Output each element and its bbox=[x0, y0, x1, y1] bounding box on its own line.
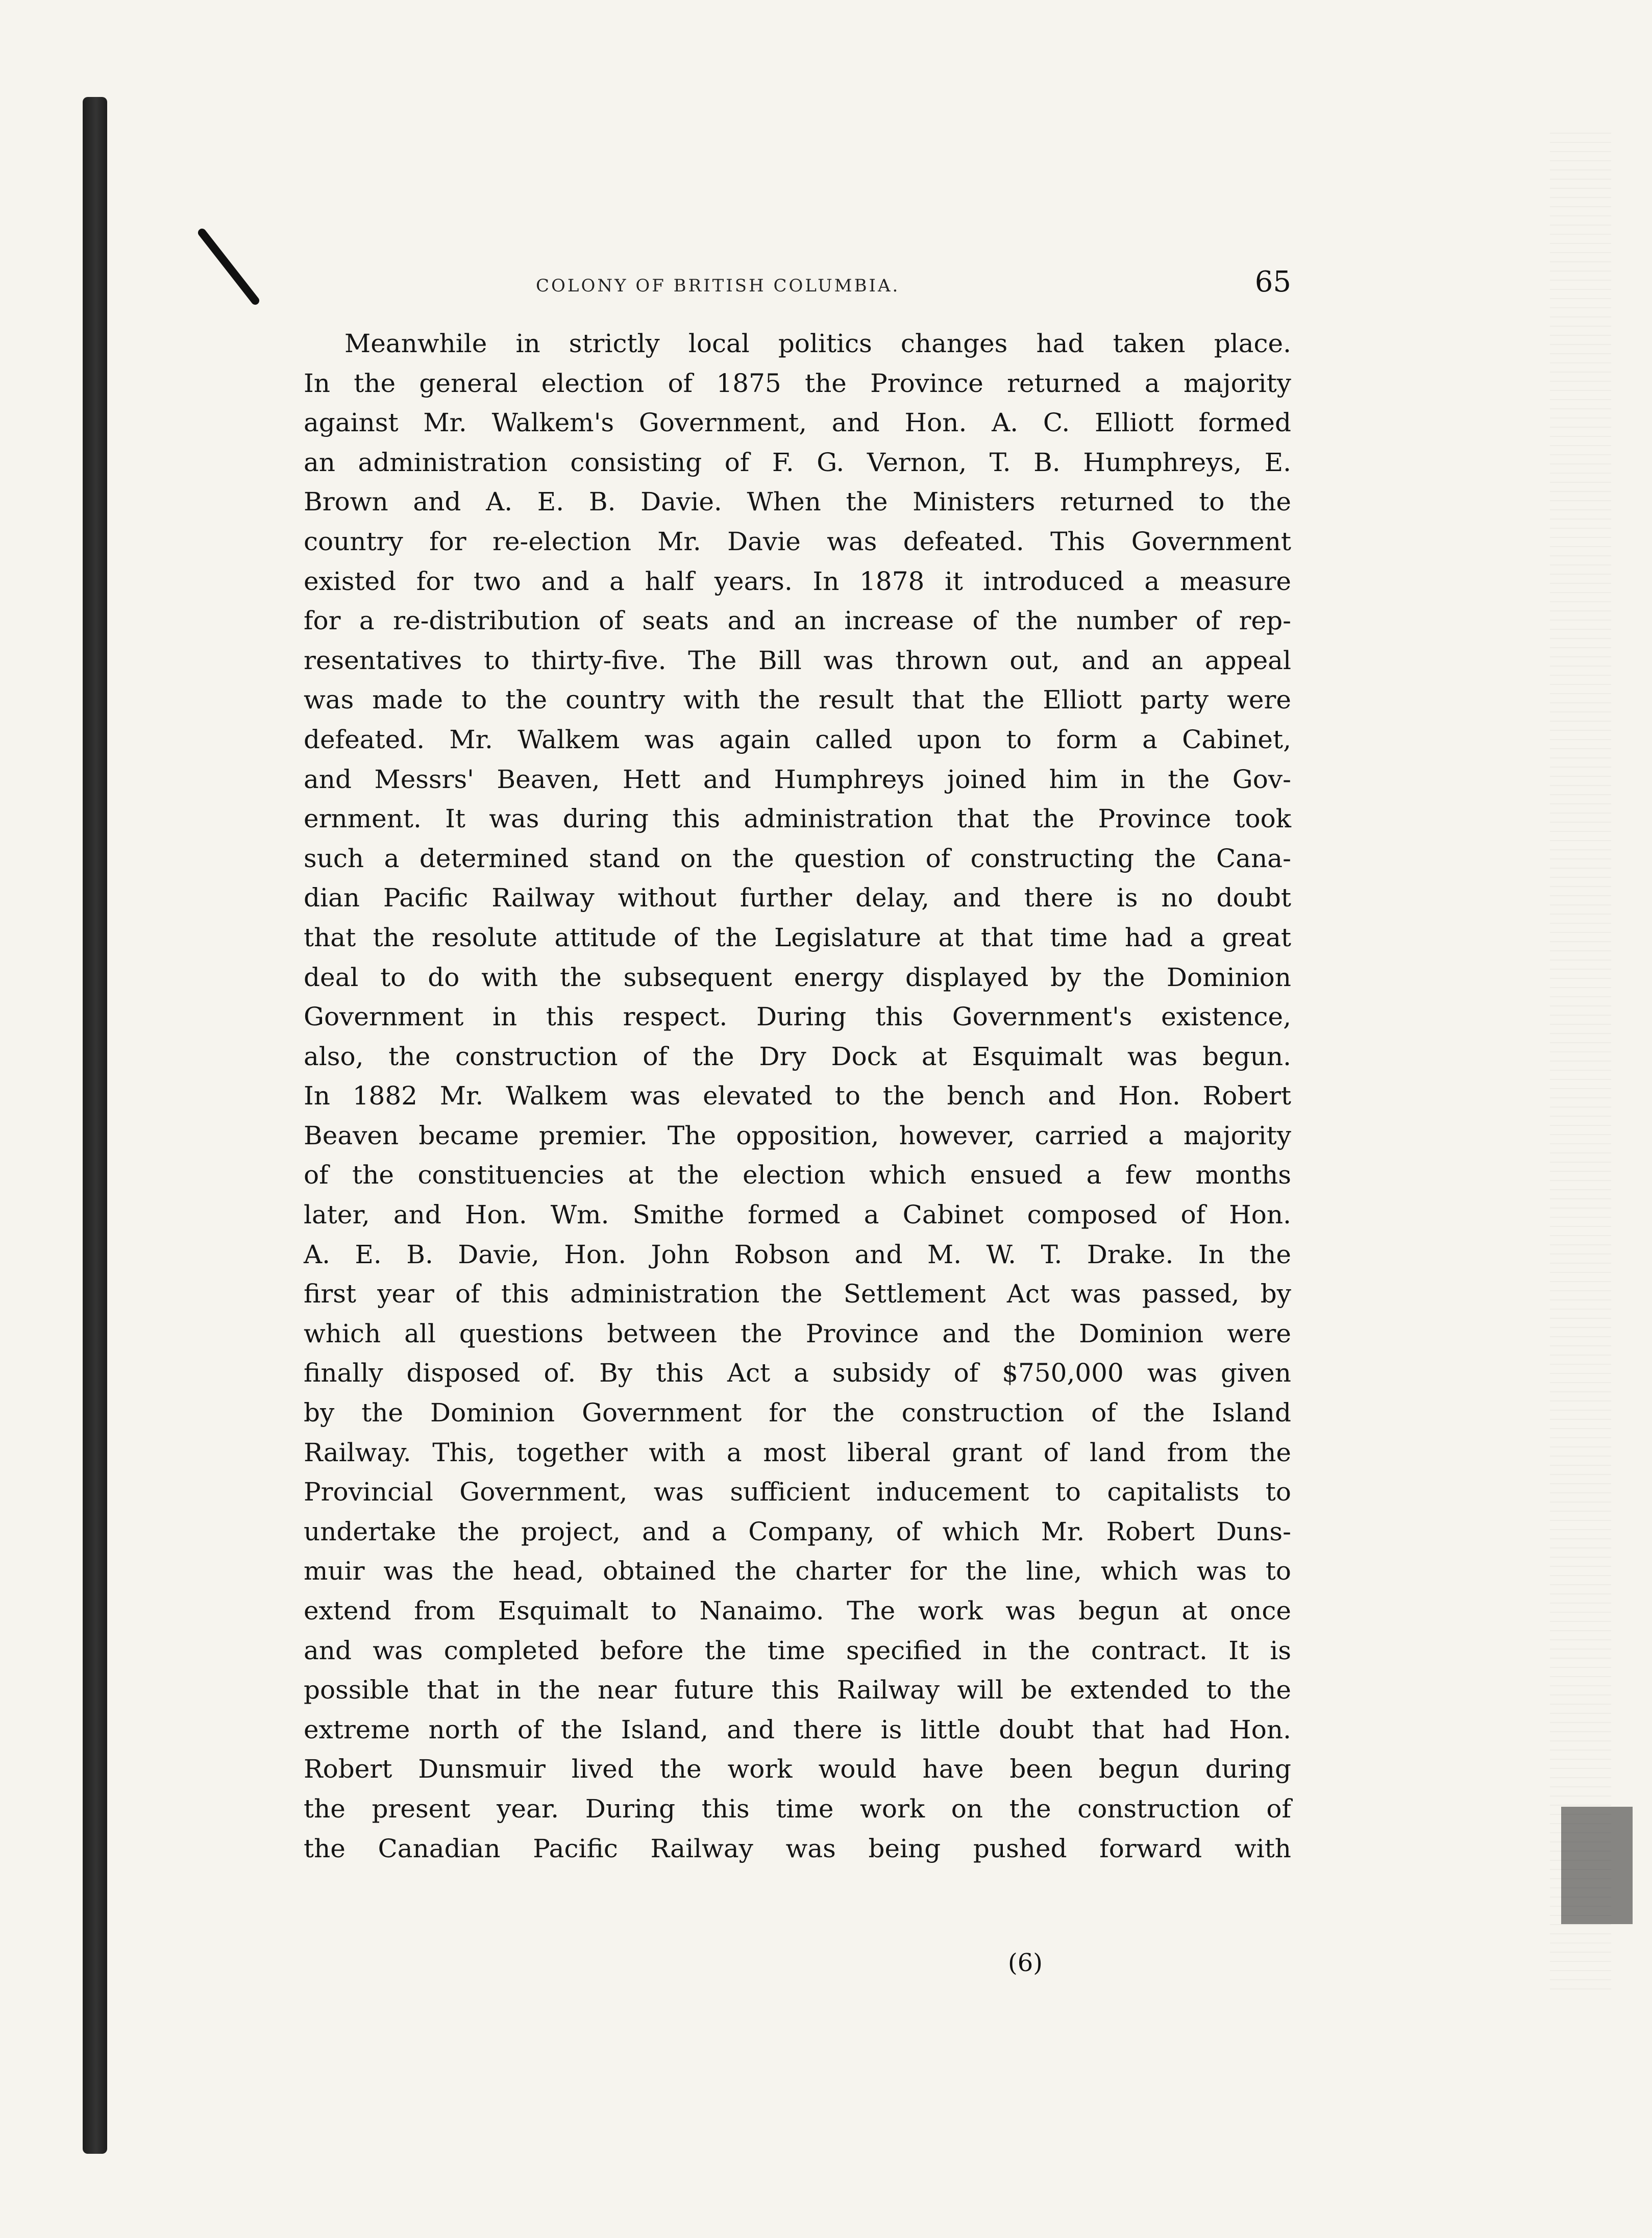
binding-edge bbox=[83, 97, 107, 2154]
text-line: an administration consisting of F. G. Vernon, T. B. Humphreys, E. bbox=[304, 447, 1291, 477]
text-line: of the constituencies at the election which ensued a few months bbox=[304, 1160, 1291, 1190]
text-line: undertake the project, and a Company, of which Mr. Robert Duns- bbox=[304, 1516, 1291, 1546]
pencil-mark bbox=[196, 227, 261, 307]
text-line: and Messrs' Beaven, Hett and Humphreys joined him in the Gov- bbox=[304, 764, 1291, 794]
text-line: A. E. B. Davie, Hon. John Robson and M. W. T. Drake. In the bbox=[304, 1239, 1291, 1269]
text-line: by the Dominion Government for the construction of the Island bbox=[304, 1398, 1291, 1428]
text-line: ernment. It was during this administration that the Province took bbox=[304, 804, 1291, 834]
text-line: In the general election of 1875 the Province returned a majority bbox=[304, 368, 1291, 398]
text-line: defeated. Mr. Walkem was again called upon to form a Cabinet, bbox=[304, 724, 1291, 754]
text-line: against Mr. Walkem's Government, and Hon. A. C. Elliott formed bbox=[304, 408, 1291, 438]
text-line: In 1882 Mr. Walkem was elevated to the bench and Hon. Robert bbox=[304, 1081, 1291, 1111]
running-head: COLONY OF BRITISH COLUMBIA. bbox=[536, 276, 900, 296]
text-line: and was completed before the time specified in the contract. It is bbox=[304, 1635, 1291, 1665]
signature-mark: (6) bbox=[1008, 1949, 1043, 1977]
text-line: deal to do with the subsequent energy displayed by the Dominion bbox=[304, 962, 1291, 992]
text-line: that the resolute attitude of the Legislature at that time had a great bbox=[304, 922, 1291, 952]
text-line: Meanwhile in strictly local politics changes had taken place. bbox=[344, 329, 1291, 358]
text-line: Beaven became premier. The opposition, however, carried a majority bbox=[304, 1120, 1291, 1150]
text-line: extend from Esquimalt to Nanaimo. The work was begun at once bbox=[304, 1596, 1291, 1626]
text-line: resentatives to thirty-five. The Bill was thrown out, and an appeal bbox=[304, 645, 1291, 675]
text-line: was made to the country with the result that the Elliott party were bbox=[304, 685, 1291, 715]
text-line: for a re-distribution of seats and an increase of the number of rep- bbox=[304, 606, 1291, 636]
document-page bbox=[304, 265, 1291, 1977]
scan-artifact bbox=[1561, 1807, 1633, 1924]
text-line: country for re-election Mr. Davie was defeated. This Government bbox=[304, 526, 1291, 556]
text-line: possible that in the near future this Railway will be extended to the bbox=[304, 1675, 1291, 1705]
text-line: later, and Hon. Wm. Smithe formed a Cabinet composed of Hon. bbox=[304, 1200, 1291, 1230]
text-line: also, the construction of the Dry Dock at Esquimalt was begun. bbox=[304, 1041, 1291, 1071]
body-text bbox=[304, 324, 1291, 1868]
text-line: muir was the head, obtained the charter for the line, which was to bbox=[304, 1556, 1291, 1586]
text-line: dian Pacific Railway without further delay, and there is no doubt bbox=[304, 883, 1291, 913]
text-line: first year of this administration the Settlement Act was passed, by bbox=[304, 1279, 1291, 1309]
text-line: finally disposed of. By this Act a subsidy of $750,000 was given bbox=[304, 1358, 1291, 1388]
text-line: the Canadian Pacific Railway was being pushed forward with bbox=[304, 1833, 1291, 1863]
text-line: existed for two and a half years. In 1878 it introduced a measure bbox=[304, 566, 1291, 596]
text-line: such a determined stand on the question of constructing the Cana- bbox=[304, 843, 1291, 873]
text-line: Railway. This, together with a most liberal grant of land from the bbox=[304, 1437, 1291, 1467]
page-number: 65 bbox=[1254, 265, 1291, 299]
text-line: the present year. During this time work on the construction of bbox=[304, 1793, 1291, 1824]
text-line: Brown and A. E. B. Davie. When the Ministers returned to the bbox=[304, 487, 1291, 517]
page-header bbox=[304, 265, 1291, 306]
text-line: which all questions between the Province and the Dominion were bbox=[304, 1318, 1291, 1348]
text-line: Robert Dunsmuir lived the work would have been begun during bbox=[304, 1754, 1291, 1784]
text-line: Provincial Government, was sufficient inducement to capitalists to bbox=[304, 1477, 1291, 1507]
text-line: Government in this respect. During this Government's existence, bbox=[304, 1002, 1291, 1032]
text-line: extreme north of the Island, and there is little doubt that had Hon. bbox=[304, 1714, 1291, 1744]
scan-edge bbox=[1550, 133, 1611, 1996]
